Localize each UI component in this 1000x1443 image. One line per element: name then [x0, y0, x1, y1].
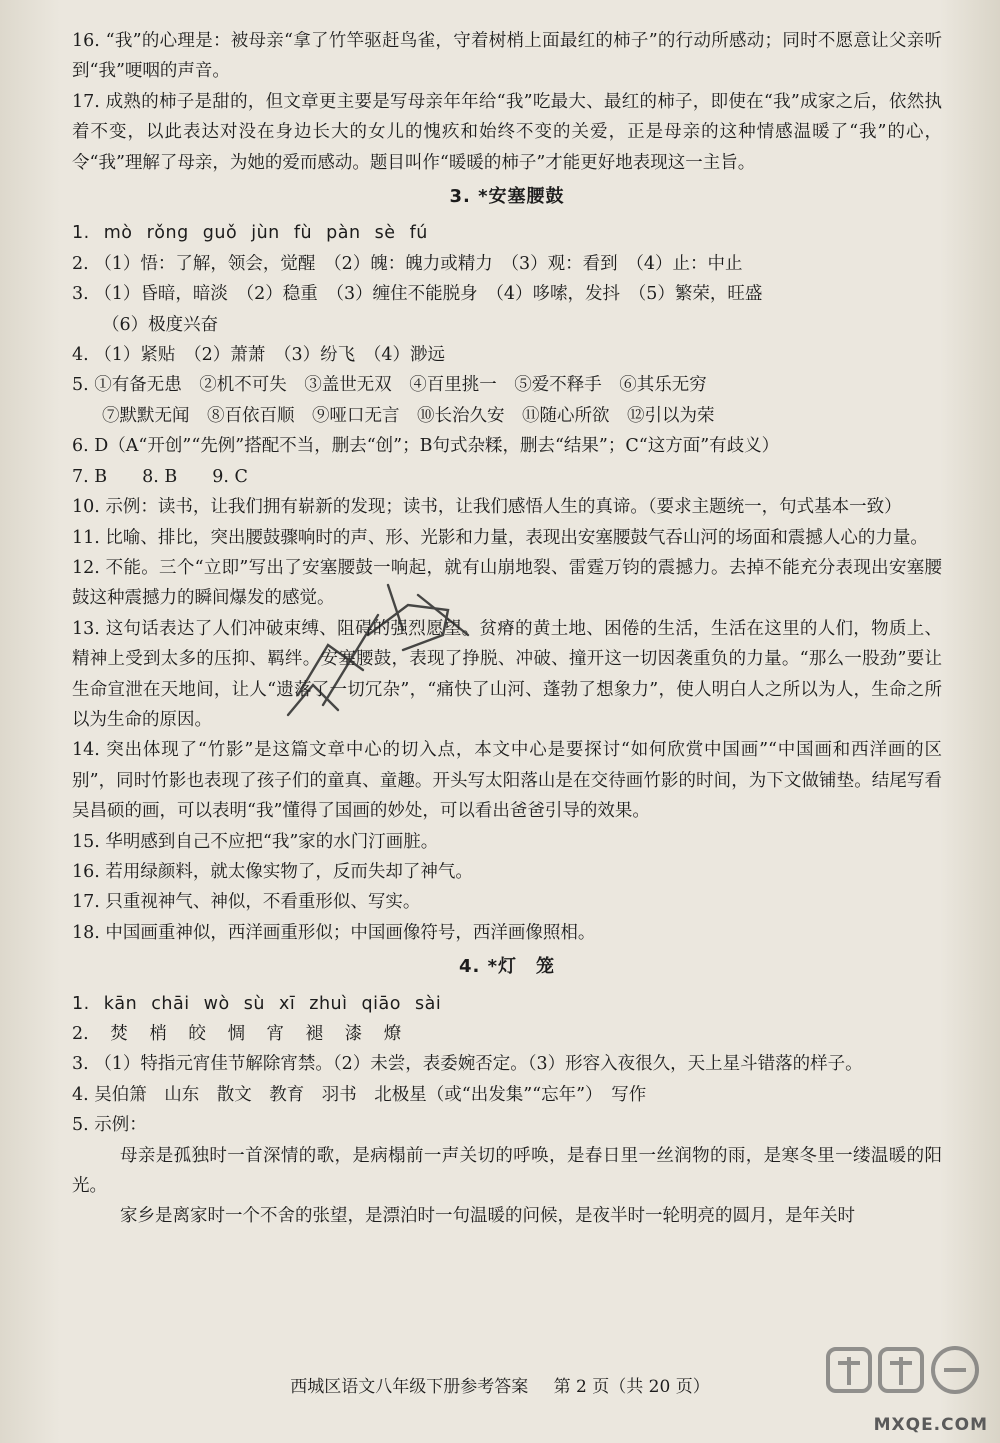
handwritten-scribble	[268, 575, 488, 725]
answer-s4-5-para-1: 母亲是孤独时一首深情的歌，是病榻前一声关切的呼唤，是春日里一丝润物的雨，是寒冬里一缕温暖的阳光。	[72, 1145, 942, 1197]
answer-s4-3: 3. （1）特指元宵佳节解除宵禁。（2）未尝，表委婉否定。（3）形容入夜很久，天上星斗错落的样子。	[72, 1054, 863, 1075]
answer-s3-16: 16. 若用绿颜料，就太像实物了，反而失却了神气。	[72, 861, 473, 882]
answer-s3-5-cont: ⑦默默无闻 ⑧百依百顺 ⑨哑口无言 ⑩长治久安 ⑪随心所欲 ⑫引以为荣	[102, 405, 715, 426]
answer-s3-5: 5. ①有备无患 ②机不可失 ③盖世无双 ④百里挑一 ⑤爱不释手 ⑥其乐无穷	[72, 375, 707, 396]
answer-17: 17. 成熟的柿子是甜的，但文章更主要是写母亲年年给“我”吃最大、最红的柿子，即使在“我”成家之后，依然执着不变，以此表达对没在身边长大的女儿的愧疚和始终不变的关爱，正是母亲的这种情感温暖了“我”的心，令“我”理解了母亲，为她的爱而感动。题目叫作“暖暖的柿子”才能更好地表现这一主旨。	[72, 91, 942, 173]
answer-s3-6: 6. D（A“开创”“先例”搭配不当，删去“创”；B句式杂糅，删去“结果”；C“这方面”有歧义）	[72, 436, 780, 457]
answer-s4-1: 1. kān chāi wò sù xī zhuì qiāo sài	[72, 993, 442, 1014]
answer-s4-5: 5. 示例：	[72, 1115, 147, 1136]
section-title-ansai-drum: 3. *安塞腰鼓	[449, 186, 565, 208]
answer-s3-15: 15. 华明感到自己不应把“我”家的水门汀画脏。	[72, 831, 439, 852]
answer-s3-3-cont: （6）极度兴奋	[102, 314, 219, 335]
answer-s3-3: 3. （1）昏暗，暗淡 （2）稳重 （3）缠住不能脱身 （4）哆嗦，发抖 （5）繁荣，旺盛	[72, 284, 763, 305]
answer-s3-7-9: 7. B 8. B 9. C	[72, 466, 248, 487]
answer-s3-17: 17. 只重视神气、神似，不看重形似、写实。	[72, 892, 421, 913]
footer-title: 西城区语文八年级下册参考答案	[290, 1377, 529, 1397]
footer-page-number: 第 2 页（共 20 页）	[553, 1377, 710, 1397]
answer-s3-2: 2. （1）悟：了解，领会，觉醒 （2）魄：魄力或精力 （3）观：看到 （4）止：中止	[72, 253, 743, 274]
answer-s3-1: 1. mò rǒng guǒ jùn fù pàn sè fú	[72, 223, 428, 244]
section-title-lantern: 4. *灯 笼	[458, 956, 556, 978]
answer-content	[72, 26, 942, 1232]
answer-s3-4: 4. （1）紧贴 （2）萧萧 （3）纷飞 （4）渺远	[72, 345, 446, 366]
answer-s3-11: 11. 比喻、排比，突出腰鼓骤响时的声、形、光影和力量，表现出安塞腰鼓气吞山河的场面和震撼人心的力量。	[72, 527, 928, 548]
answer-s3-13: 13. 这句话表达了人们冲破束缚、阻碍的强烈愿望。贫瘠的黄土地、困倦的生活，生活在这里的人们，物质上、精神上受到太多的压抑、羁绊。安塞腰鼓，表现了挣脱、冲破、撞开这一切因袭重负的力量。“那么一股劲”要让生命宣泄在天地间，让人“遗落了一切冗杂”，“痛快了山河、蓬勃了想象力”，使人明白人之所以为人，生命之所以为生命的原因。	[72, 618, 942, 730]
answer-s4-4: 4. 吴伯箫 山东 散文 教育 羽书 北极星（或“出发集”“忘年”） 写作	[72, 1084, 647, 1105]
answer-s3-14: 14. 突出体现了“竹影”是这篇文章中心的切入点，本文中心是要探讨“如何欣赏中国画”“中国画和西洋画的区别”，同时竹影也表现了孩子们的童真、童趣。开头写太阳落山是在交待画竹影的时间，为下文做铺垫。结尾写看吴昌硕的画，可以表明“我”懂得了国画的妙处，可以看出爸爸引导的效果。	[72, 740, 942, 822]
answer-s4-2: 2. 焚 梢 皎 惆 宵 褪 漆 燎	[72, 1024, 402, 1044]
answer-16: 16. “我”的心理是：被母亲“拿了竹竿驱赶鸟雀，守着树梢上面最红的柿子”的行动所感动；同时不愿意让父亲听到“我”哽咽的声音。	[72, 31, 942, 82]
answer-s3-10: 10. 示例：读书，让我们拥有崭新的发现；读书，让我们感悟人生的真谛。（要求主题统一，句式基本一致）	[72, 497, 902, 518]
answer-s3-18: 18. 中国画重神似，西洋画重形似；中国画像符号，西洋画像照相。	[72, 922, 596, 943]
answer-s3-12: 12. 不能。三个“立即”写出了安塞腰鼓一响起，就有山崩地裂、雷霆万钧的震撼力。去掉不能充分表现出安塞腰鼓这种震撼力的瞬间爆发的感觉。	[72, 557, 942, 609]
answer-s4-5-para-2: 家乡是离家时一个不舍的张望，是漂泊时一句温暖的问候，是夜半时一轮明亮的圆月，是年关时	[120, 1206, 855, 1227]
watermark-url: MXQE.COM	[873, 1415, 988, 1435]
